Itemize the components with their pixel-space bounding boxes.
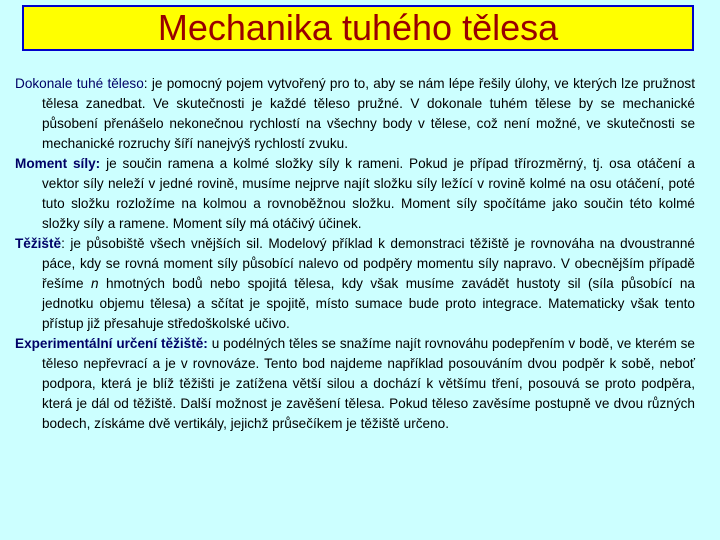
slide-content (15, 74, 695, 434)
title-banner (22, 5, 694, 51)
paragraph-experimental-center (15, 334, 695, 434)
term-center-of-mass: Těžiště (15, 236, 62, 251)
paragraph-center-of-mass-italic: n (90, 276, 99, 291)
paragraph-experimental-center-text: u podélných těles se snažíme najít rovnováhu podepřením v bodě, ve kterém se těleso nepřevrací a je v rovnováze. Tento bod najdeme například posouváním dvou podpěr k sobě, neboť podpora, která je blíž těžišti je zatížena větší silou a dochází k většímu tření, posouvá se proto podpěra, která je dál od těžiště. Další možnost je zavěšení tělesa. Pokud těleso zavěsíme postupně ve dvou různých bodech, získáme dvě vertikály, jejichž průsečíkem je těžiště určeno. (42, 336, 695, 431)
term-experimental-center: Experimentální určení těžiště: (15, 336, 208, 351)
paragraph-rigid-body-text: : je pomocný pojem vytvořený pro to, aby se nám lépe řešily úlohy, ve kterých lze pružnost tělesa zanedbat. Ve skutečnosti je každé těleso pružné. V dokonale tuhém tělese by se mechanické působení přenášelo nekonečnou rychlostí na všechny body v tělese, což není možné, ve skutečnosti se mechanické rozruchy šíří nanejvýš rychlostí zvuku. (42, 76, 695, 151)
paragraph-moment-of-force (15, 154, 695, 234)
page-title: Mechanika tuhého tělesa (157, 7, 559, 48)
paragraph-moment-of-force-text: je součin ramena a kolmé složky síly k rameni. Pokud je případ třírozměrný, tj. osa otáčení a vektor síly neleží v jedné rovině, musíme nejprve najít složku síly ležící v rovině kolmé na osu otáčení, poté tuto složku rozložíme na kolmou a rovnoběžnou složku. Moment síly spočítáme jako součin této kolmé složky síly a ramene. Moment síly má otáčivý účinek. (42, 156, 695, 231)
paragraph-center-of-mass-text-before: : je působiště všech vnějších sil. Modelový příklad k demonstraci těžiště je rovnováha na dvoustranné páce, kdy se rovná moment síly působící nalevo od podpěry momentu síly napravo. V obecnějším případě řešíme (42, 236, 695, 291)
paragraph-center-of-mass-text-after: hmotných bodů nebo spojitá tělesa, kdy však musíme zavádět hustoty sil (síla působící na jednotku objemu tělesa) a sčítat je spojitě, místo sumace bude proto integrace. Matematicky však tento přístup již přesahuje středoškolské učivo. (42, 276, 695, 331)
paragraph-center-of-mass (15, 234, 695, 334)
paragraph-rigid-body (15, 74, 695, 154)
term-moment-of-force: Moment síly: (15, 156, 101, 171)
term-rigid-body: Dokonale tuhé těleso (15, 76, 144, 91)
